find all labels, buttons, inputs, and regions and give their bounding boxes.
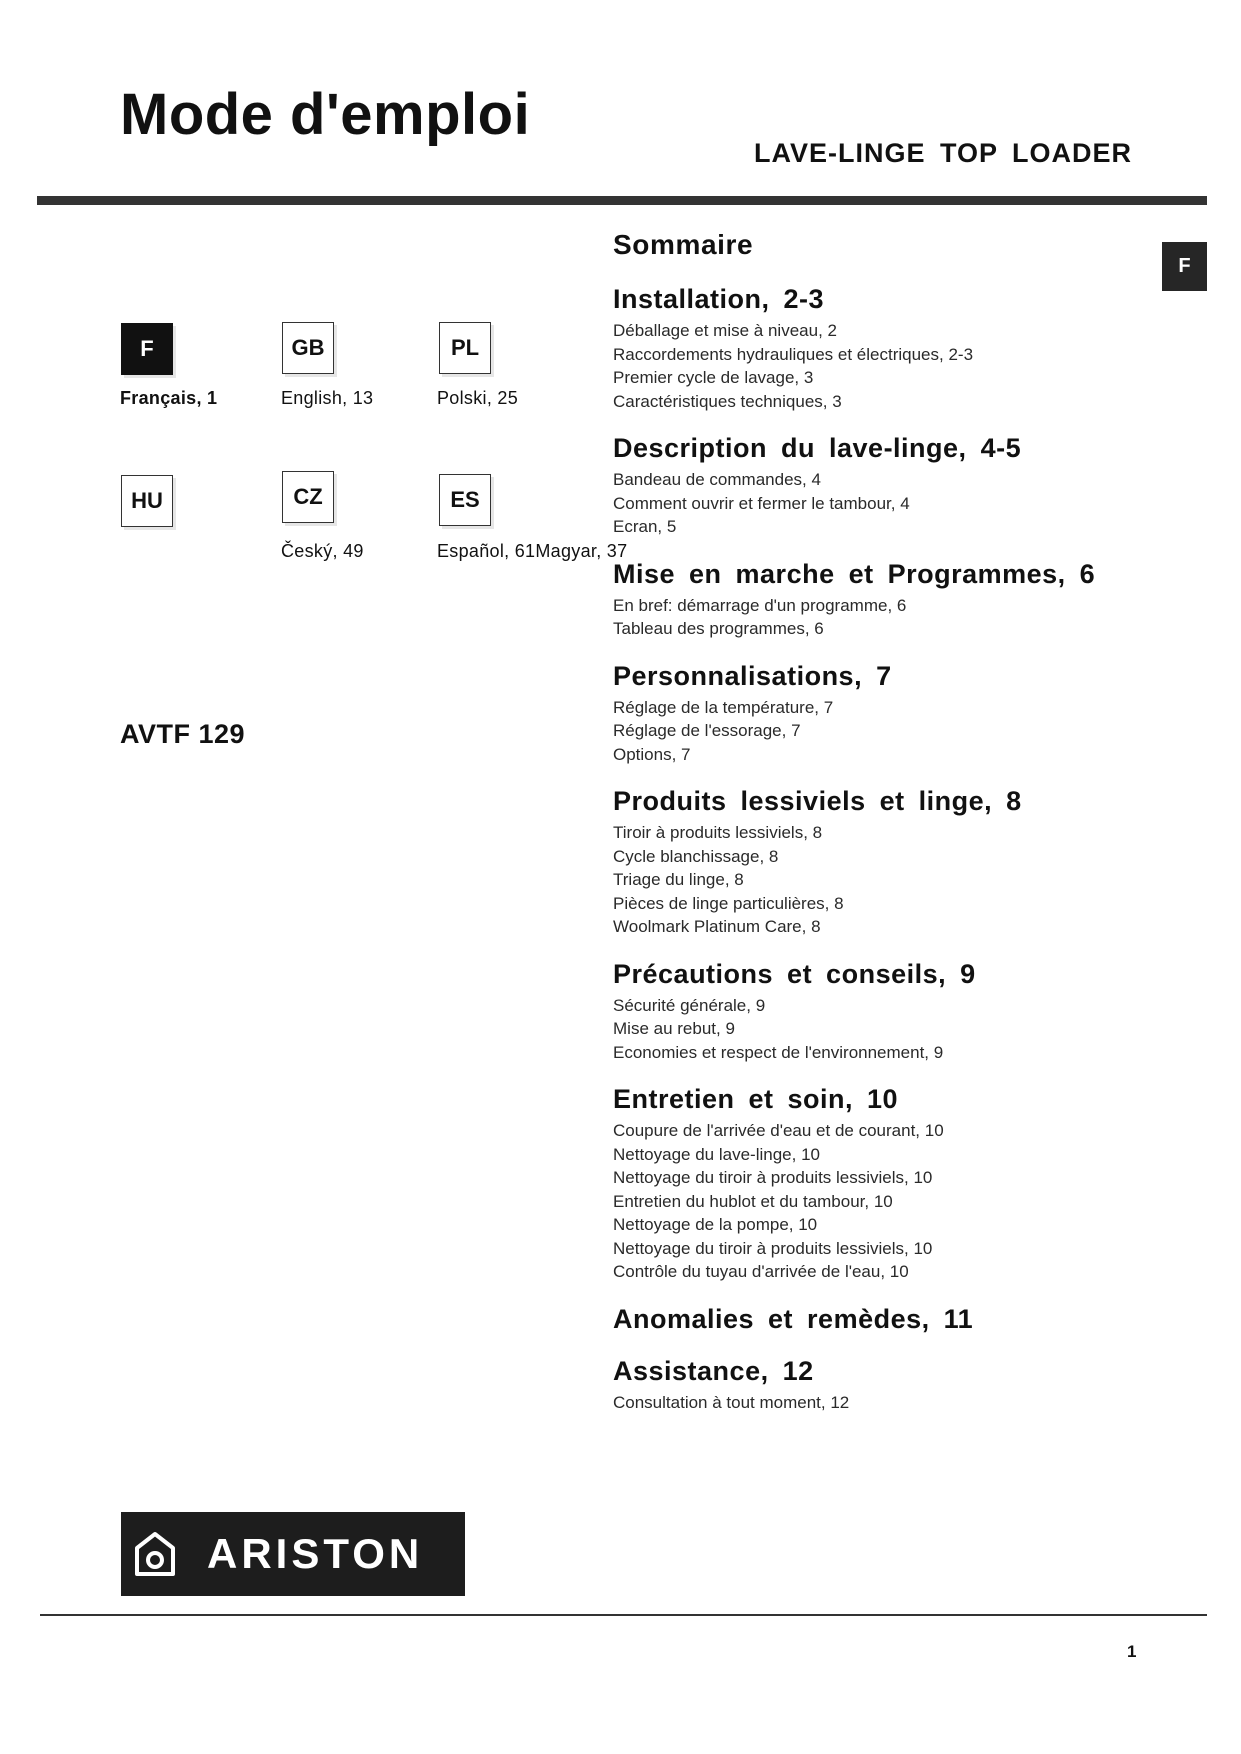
page-number: 1	[1127, 1642, 1137, 1661]
flag-f[interactable]: F	[121, 323, 173, 375]
toc-item[interactable]: Bandeau de commandes, 4	[613, 470, 821, 489]
lang-label-espanol-magyar[interactable]: Español, 61Magyar, 37	[437, 541, 628, 561]
toc-item[interactable]: En bref: démarrage d'un programme, 6	[613, 595, 907, 615]
toc-section-title[interactable]: Précautions et conseils, 9	[613, 958, 976, 989]
toc-item[interactable]: Economies et respect de l'environnement, 9	[613, 1042, 944, 1062]
toc-section-precautions	[613, 958, 1173, 1065]
document-title: Mode d'emploi	[120, 82, 531, 147]
toc-item[interactable]: Premier cycle de lavage, 3	[613, 368, 814, 387]
toc-section-title[interactable]: Produits lessiviels et linge, 8	[613, 786, 1022, 816]
toc-item[interactable]: Tiroir à produits lessiviels, 8	[613, 823, 823, 842]
toc-item[interactable]: Triage du linge, 8	[613, 870, 744, 889]
toc-item[interactable]: Sécurité générale, 9	[613, 995, 766, 1015]
language-side-tab: F	[1162, 242, 1207, 291]
toc-item[interactable]: Consultation à tout moment, 12	[613, 1392, 850, 1412]
lang-label-francais[interactable]: Français, 1	[120, 388, 218, 408]
toc-section-title[interactable]: Anomalies et remèdes, 11	[613, 1303, 974, 1334]
toc-item[interactable]: Raccordements hydrauliques et électriques, 2-3	[613, 344, 974, 364]
toc-item[interactable]: Entretien du hublot et du tambour, 10	[613, 1191, 893, 1211]
toc-section-entretien	[613, 1083, 1173, 1284]
toc-item[interactable]: Comment ouvrir et fermer le tambour, 4	[613, 493, 910, 513]
toc-section-produits	[613, 785, 1173, 939]
flag-gb[interactable]: GB	[282, 322, 334, 374]
toc-item[interactable]: Nettoyage de la pompe, 10	[613, 1215, 818, 1234]
toc-section-description	[613, 432, 1173, 539]
footer-rule	[40, 1614, 1207, 1616]
table-of-contents	[613, 228, 1173, 1433]
toc-heading: Sommaire	[613, 229, 754, 260]
toc-item[interactable]: Caractéristiques techniques, 3	[613, 391, 842, 411]
product-category: LAVE-LINGE TOP LOADER	[754, 138, 1133, 168]
toc-item[interactable]: Réglage de la température, 7	[613, 697, 834, 717]
flag-cz[interactable]: CZ	[282, 471, 334, 523]
flag-pl[interactable]: PL	[439, 322, 491, 374]
toc-item[interactable]: Mise au rebut, 9	[613, 1019, 735, 1038]
toc-section-title[interactable]: Description du lave-linge, 4-5	[613, 433, 1022, 463]
toc-section-mise-en-marche	[613, 558, 1173, 641]
header-rule	[37, 196, 1207, 205]
toc-section-title[interactable]: Assistance, 12	[613, 1355, 814, 1386]
toc-item[interactable]: Réglage de l'essorage, 7	[613, 721, 801, 740]
toc-section-title[interactable]: Mise en marche et Programmes, 6	[613, 558, 1096, 589]
lang-label-english[interactable]: English, 13	[281, 388, 374, 408]
toc-item[interactable]: Nettoyage du tiroir à produits lessiviels, 10	[613, 1238, 933, 1258]
model-number: AVTF 129	[120, 719, 246, 749]
flag-es[interactable]: ES	[439, 474, 491, 526]
toc-section-anomalies	[613, 1303, 1173, 1336]
lang-label-cesky[interactable]: Český, 49	[281, 541, 364, 561]
toc-item[interactable]: Options, 7	[613, 744, 691, 764]
toc-section-title[interactable]: Entretien et soin, 10	[613, 1084, 899, 1114]
toc-section-title[interactable]: Personnalisations, 7	[613, 660, 892, 691]
toc-item[interactable]: Déballage et mise à niveau, 2	[613, 321, 837, 340]
toc-item[interactable]: Pièces de linge particulières, 8	[613, 893, 844, 913]
house-icon	[133, 1530, 177, 1578]
toc-section-installation	[613, 283, 1173, 413]
toc-item[interactable]: Contrôle du tuyau d'arrivée de l'eau, 10	[613, 1262, 909, 1281]
toc-item[interactable]: Nettoyage du tiroir à produits lessiviels, 10	[613, 1168, 933, 1187]
toc-item[interactable]: Ecran, 5	[613, 517, 677, 536]
toc-section-title[interactable]: Installation, 2-3	[613, 284, 825, 314]
toc-item[interactable]: Woolmark Platinum Care, 8	[613, 917, 821, 936]
toc-item[interactable]: Coupure de l'arrivée d'eau et de courant, 10	[613, 1121, 944, 1140]
toc-item[interactable]: Nettoyage du lave-linge, 10	[613, 1144, 820, 1164]
toc-section-personnalisations	[613, 660, 1173, 767]
toc-item[interactable]: Tableau des programmes, 6	[613, 619, 824, 638]
ariston-logo	[121, 1512, 465, 1596]
flag-hu[interactable]: HU	[121, 475, 173, 527]
lang-label-polski[interactable]: Polski, 25	[437, 388, 519, 408]
toc-item[interactable]: Cycle blanchissage, 8	[613, 846, 779, 866]
toc-section-assistance	[613, 1355, 1173, 1415]
brand-name: ARISTON	[207, 1530, 424, 1577]
